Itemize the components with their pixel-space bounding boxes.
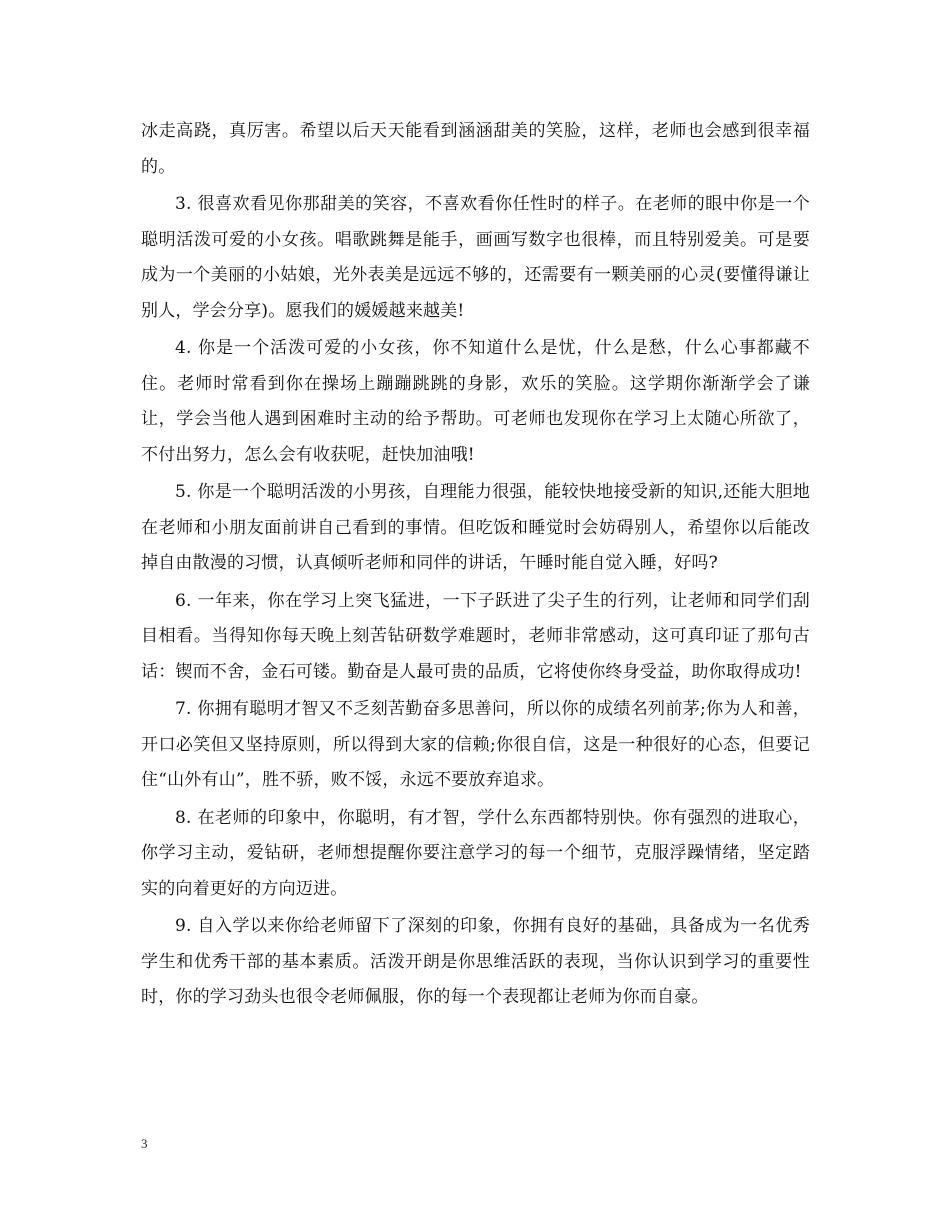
paragraph-item-6: 6. 一年来，你在学习上突飞猛进，一下子跃进了尖子生的行列，让老师和同学们刮目相看。当得知你每天晚上刻苦钻研数学难题时，老师非常感动，这可真印证了那句古话：锲而不舍，金石可镂。勤奋是人最可贵的品质，它将使你终身受益，助你取得成功! [141, 590, 810, 682]
paragraph-item-9: 9. 自入学以来你给老师留下了深刻的印象，你拥有良好的基础，具备成为一名优秀学生和优秀干部的基本素质。活泼开朗是你思维活跃的表现，当你认识到学习的重要性时，你的学习劲头也很令老师佩服，你的每一个表现都让老师为你而自豪。 [141, 916, 810, 1007]
paragraph-item-8: 8. 在老师的印象中，你聪明，有才智，学什么东西都特别快。你有强烈的进取心，你学习主动，爱钻研，老师想提醒你要注意学习的每一个细节，克服浮躁情绪，坚定踏实的向着更好的方向迈进。 [141, 807, 810, 899]
paragraph-item-5: 5. 你是一个聪明活泼的小男孩，自理能力很强，能较快地接受新的知识,还能大胆地在老师和小朋友面前讲自己看到的事情。但吃饭和睡觉时会妨碍别人，希望你以后能改掉自由散漫的习惯，认真倾听老师和同伴的讲话，午睡时能自觉入睡，好吗? [141, 482, 810, 573]
paragraph-continuation: 冰走高跷，真厉害。希望以后天天能看到涵涵甜美的笑脸，这样，老师也会感到很幸福的。 [141, 121, 810, 177]
document-body [141, 114, 810, 1018]
paragraph-item-7: 7. 你拥有聪明才智又不乏刻苦勤奋多思善问，所以你的成绩名列前茅;你为人和善，开口必笑但又坚持原则，所以得到大家的信赖;你很自信，这是一种很好的心态，但要记住“山外有山”，胜不骄，败不馁，永远不要放弃追求。 [141, 699, 810, 790]
page-number: 3 [141, 1136, 148, 1151]
paragraph-item-4: 4. 你是一个活泼可爱的小女孩，你不知道什么是忧，什么是愁，什么心事都藏不住。老师时常看到你在操场上蹦蹦跳跳的身影，欢乐的笑脸。这学期你渐渐学会了谦让，学会当他人遇到困难时主动的给予帮助。可老师也发现你在学习上太随心所欲了，不付出努力，怎么会有收获呢，赶快加油哦! [141, 338, 810, 465]
paragraph-item-3: 3. 很喜欢看见你那甜美的笑容，不喜欢看你任性时的样子。在老师的眼中你是一个聪明活泼可爱的小女孩。唱歌跳舞是能手，画画写数字也很棒，而且特别爱美。可是要成为一个美丽的小姑娘，光外表美是远远不够的，还需要有一颗美丽的心灵(要懂得谦让别人，学会分享)。愿我们的媛媛越来越美! [141, 194, 810, 321]
